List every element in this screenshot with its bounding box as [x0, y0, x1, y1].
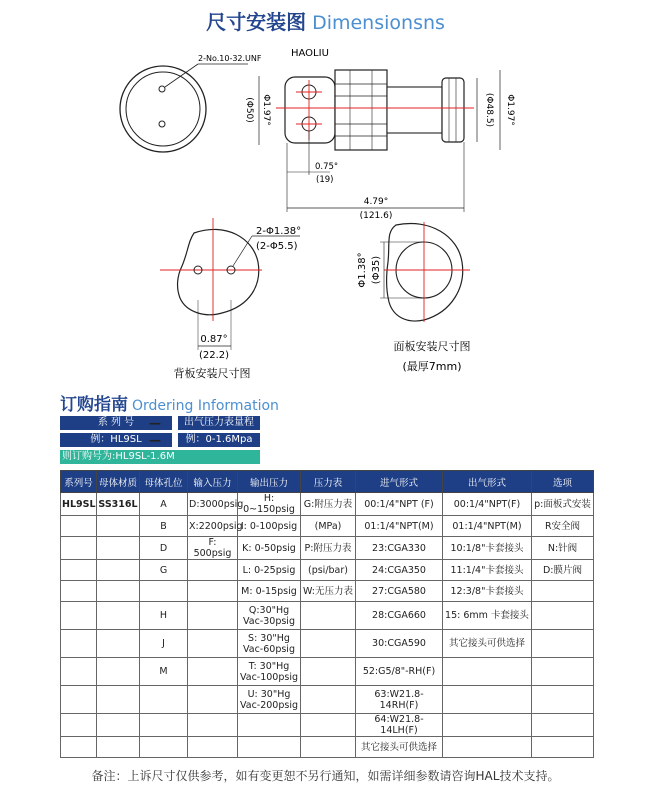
table-cell: 10:1/8"卡套接头 — [443, 537, 532, 560]
footnote: 备注：上诉尺寸仅供参考，如有变更恕不另行通知，如需详细参数请咨询HAL技术支持。 — [91, 769, 560, 783]
title-en: Dimensionsns — [312, 12, 445, 34]
ordering-title-en: Ordering Information — [132, 398, 279, 414]
panel-dia: Φ1.38° — [357, 252, 368, 288]
table-cell — [532, 630, 594, 658]
table-row — [61, 630, 594, 658]
table-cell — [61, 630, 97, 658]
table-cell: S: 30"Hg Vac-60psig — [238, 630, 301, 658]
col-header: 进气形式 — [356, 471, 443, 493]
dim-479: 4.79° — [363, 197, 389, 207]
table-cell: J — [140, 630, 188, 658]
table-cell — [188, 581, 238, 602]
table-cell: X:2200psig — [188, 516, 238, 537]
table-cell — [61, 560, 97, 581]
table-cell — [238, 737, 301, 758]
front-panel-label: 面板安装尺寸图 — [393, 340, 471, 353]
dim-075-mm: (19) — [316, 175, 334, 185]
table-cell: (MPa) — [301, 516, 356, 537]
table-cell — [97, 686, 140, 714]
table-cell: 27:CGA580 — [356, 581, 443, 602]
table-row — [61, 560, 594, 581]
range-example: 例：0-1.6Mpa — [178, 433, 260, 447]
table-cell — [532, 714, 594, 737]
table-row — [61, 737, 594, 758]
table-cell: 30:CGA590 — [356, 630, 443, 658]
table-cell: R安全阀 — [532, 516, 594, 537]
table-cell — [61, 602, 97, 630]
table-cell: L: 0-25psig — [238, 560, 301, 581]
table-cell: 01:1/4"NPT(M) — [443, 516, 532, 537]
table-cell: SS316L — [97, 493, 140, 516]
table-cell — [443, 714, 532, 737]
table-cell: I: 0-100psig — [238, 516, 301, 537]
table-cell: G:附压力表 — [301, 493, 356, 516]
table-cell — [61, 581, 97, 602]
col-header: 母体孔位 — [140, 471, 188, 493]
col-header: 输出压力 — [238, 471, 301, 493]
table-cell: H: 0~150psig — [238, 493, 301, 516]
table-cell — [97, 658, 140, 686]
table-cell: 11:1/4"卡套接头 — [443, 560, 532, 581]
table-cell: A — [140, 493, 188, 516]
dim-087: 0.87° — [200, 334, 228, 345]
table-cell: M: 0-15psig — [238, 581, 301, 602]
table-cell — [301, 658, 356, 686]
front-view — [120, 54, 262, 152]
table-cell — [443, 686, 532, 714]
table-cell — [97, 537, 140, 560]
dia-front: Φ1.97° — [261, 94, 271, 126]
table-cell — [61, 737, 97, 758]
table-cell — [301, 630, 356, 658]
table-cell: P:附压力表 — [301, 537, 356, 560]
table-cell: HL9SL — [61, 493, 97, 516]
series-example: 例：HL9SL — [60, 433, 172, 447]
table-cell: 12:3/8"卡套接头 — [443, 581, 532, 602]
table-cell: H — [140, 602, 188, 630]
table-cell: Q:30"Hg Vac-30psig — [238, 602, 301, 630]
thread-callout: 2-No.10-32.UNF — [198, 54, 262, 63]
dim-479-mm: (121.6) — [359, 211, 393, 221]
table-cell — [140, 737, 188, 758]
table-cell: 00:1/4"NPT (F) — [356, 493, 443, 516]
dimension-drawing — [0, 38, 651, 383]
table-cell: G — [140, 560, 188, 581]
table-cell — [97, 602, 140, 630]
back-panel-label: 背板安装尺寸图 — [173, 367, 251, 380]
table-cell: 23:CGA330 — [356, 537, 443, 560]
table-cell — [532, 658, 594, 686]
table-cell — [532, 602, 594, 630]
ordering-title — [60, 390, 279, 415]
table-cell: 其它接头可供选择 — [356, 737, 443, 758]
table-cell — [301, 686, 356, 714]
table-cell — [61, 714, 97, 737]
table-cell — [97, 630, 140, 658]
table-cell — [188, 630, 238, 658]
order-example: 则订购号为:HL9SL-1.6M — [60, 450, 260, 464]
table-cell: F: 500psig — [188, 537, 238, 560]
table-cell — [97, 516, 140, 537]
table-cell — [301, 602, 356, 630]
col-header: 母体材质 — [97, 471, 140, 493]
table-cell: 63:W21.8-14RH(F) — [356, 686, 443, 714]
table-cell: M — [140, 658, 188, 686]
table-cell — [140, 714, 188, 737]
table-row — [61, 581, 594, 602]
table-cell — [188, 602, 238, 630]
page-title — [0, 6, 651, 35]
table-row — [61, 602, 594, 630]
table-cell — [61, 686, 97, 714]
table-cell — [97, 581, 140, 602]
table-cell: 24:CGA350 — [356, 560, 443, 581]
ordering-title-cn: 订购指南 — [60, 395, 128, 415]
table-cell — [188, 658, 238, 686]
col-header: 选项 — [532, 471, 594, 493]
hole-callout: 2-Φ1.38° — [256, 226, 302, 237]
table-cell — [443, 737, 532, 758]
brand-label: HAOLIU — [291, 48, 329, 59]
table-cell: B — [140, 516, 188, 537]
table-cell — [61, 516, 97, 537]
table-cell — [532, 686, 594, 714]
table-cell: 64:W21.8-14LH(F) — [356, 714, 443, 737]
col-header: 输入压力 — [188, 471, 238, 493]
table-cell — [443, 658, 532, 686]
table-cell — [97, 737, 140, 758]
table-cell: 52:G5/8"-RH(F) — [356, 658, 443, 686]
table-cell — [188, 560, 238, 581]
table-cell — [188, 686, 238, 714]
table-cell — [140, 581, 188, 602]
table-cell — [61, 537, 97, 560]
dim-075: 0.75° — [315, 162, 339, 172]
table-row — [61, 714, 594, 737]
dia-front-mm: (Φ50) — [244, 97, 254, 123]
dia-body-mm: (Φ48.5) — [484, 92, 494, 128]
dia-body: Φ1.97° — [505, 94, 515, 126]
table-cell — [238, 714, 301, 737]
series-label: 系 列 号 — [60, 416, 172, 430]
table-cell — [188, 737, 238, 758]
col-header: 系列号 — [61, 471, 97, 493]
table-cell — [532, 737, 594, 758]
table-row — [61, 516, 594, 537]
table-body — [61, 493, 594, 758]
dim-087-mm: (22.2) — [198, 350, 230, 361]
hole-callout-mm: (2-Φ5.5) — [256, 241, 298, 252]
col-header: 压力表 — [301, 471, 356, 493]
table-cell: U: 30"Hg Vac-200psig — [238, 686, 301, 714]
table-cell — [532, 581, 594, 602]
table-cell: N:针阀 — [532, 537, 594, 560]
legend-dash-2: — — [149, 433, 161, 447]
col-header: 出气形式 — [443, 471, 532, 493]
legend-dash-1: — — [149, 416, 161, 430]
range-label: 出气压力表量程 — [178, 416, 260, 430]
table-cell: D — [140, 537, 188, 560]
table-header-row — [61, 471, 594, 493]
table-cell — [301, 737, 356, 758]
table-cell — [97, 714, 140, 737]
table-row — [61, 537, 594, 560]
panel-thickness: (最厚7mm) — [402, 360, 462, 373]
table-cell: p:面板式安装 — [532, 493, 594, 516]
table-cell: 00:1/4"NPT(F) — [443, 493, 532, 516]
panel-dia-mm: (Φ35) — [371, 255, 382, 285]
table-cell — [301, 714, 356, 737]
title-cn: 尺寸安装图 — [206, 10, 307, 34]
table-cell — [188, 714, 238, 737]
table-cell: 28:CGA660 — [356, 602, 443, 630]
back-panel-view — [160, 218, 301, 380]
table-cell: 01:1/4"NPT(M) — [356, 516, 443, 537]
table-cell: 其它接头可供选择 — [443, 630, 532, 658]
table-cell: K: 0-50psig — [238, 537, 301, 560]
ordering-table — [60, 470, 594, 758]
table-cell — [97, 560, 140, 581]
front-panel-view — [357, 222, 471, 373]
table-cell — [140, 686, 188, 714]
table-cell: 15: 6mm 卡套接头 — [443, 602, 532, 630]
table-cell: D:膜片阀 — [532, 560, 594, 581]
side-view — [244, 48, 515, 221]
table-cell: T: 30"Hg Vac-100psig — [238, 658, 301, 686]
table-cell: W:无压力表 — [301, 581, 356, 602]
table-row — [61, 658, 594, 686]
table-cell: (psi/bar) — [301, 560, 356, 581]
table-row — [61, 493, 594, 516]
table-cell — [61, 658, 97, 686]
table-row — [61, 686, 594, 714]
table-cell: D:3000psig — [188, 493, 238, 516]
